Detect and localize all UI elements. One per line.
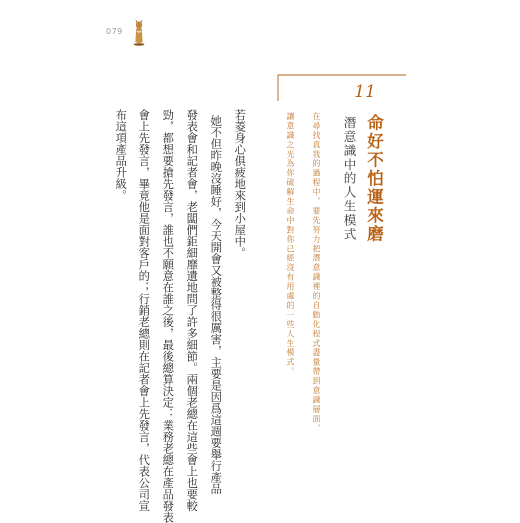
chapter-title: 命好不怕運來磨 <box>364 114 384 244</box>
chapter-subtitle: 潛意識中的人生模式 <box>341 116 357 242</box>
chapter-number: 11 <box>354 82 376 102</box>
body-paragraph-column: 會上先發言，畢竟他是面對客戶的；行銷老總則在記者會上先發言，代表公司宣 <box>137 109 151 512</box>
page-number: 079 <box>106 27 123 36</box>
dog-figurine-icon <box>132 19 146 47</box>
body-paragraph-column: 她不但昨晚沒睡好，今天開會又被整得很厲害，主要是因爲這週要舉行產品 <box>209 115 223 495</box>
body-paragraph-column: 發表會和記者會，老闆們鉅細靡遺地問了許多細節。兩個老總在這些會上也要較 <box>185 109 199 512</box>
intro-line: 讓意識之光為你破解生命中對你已經沒有用處的一些人生模式。 <box>285 112 295 377</box>
body-paragraph-column: 勁，都想要搶先發言，誰也不願意在誰之後，最後總算決定：業務老總在產品發表 <box>161 109 175 523</box>
chapter-bracket <box>276 73 408 103</box>
body-paragraph-column: 若菱身心俱疲地來到小屋中。 <box>233 109 247 259</box>
body-paragraph-column: 布這項產品升級。 <box>114 109 128 201</box>
intro-line: 在尋找真我的過程中，要先努力把潛意識裡的自動化程式盡量帶到意識層面， <box>311 112 321 434</box>
